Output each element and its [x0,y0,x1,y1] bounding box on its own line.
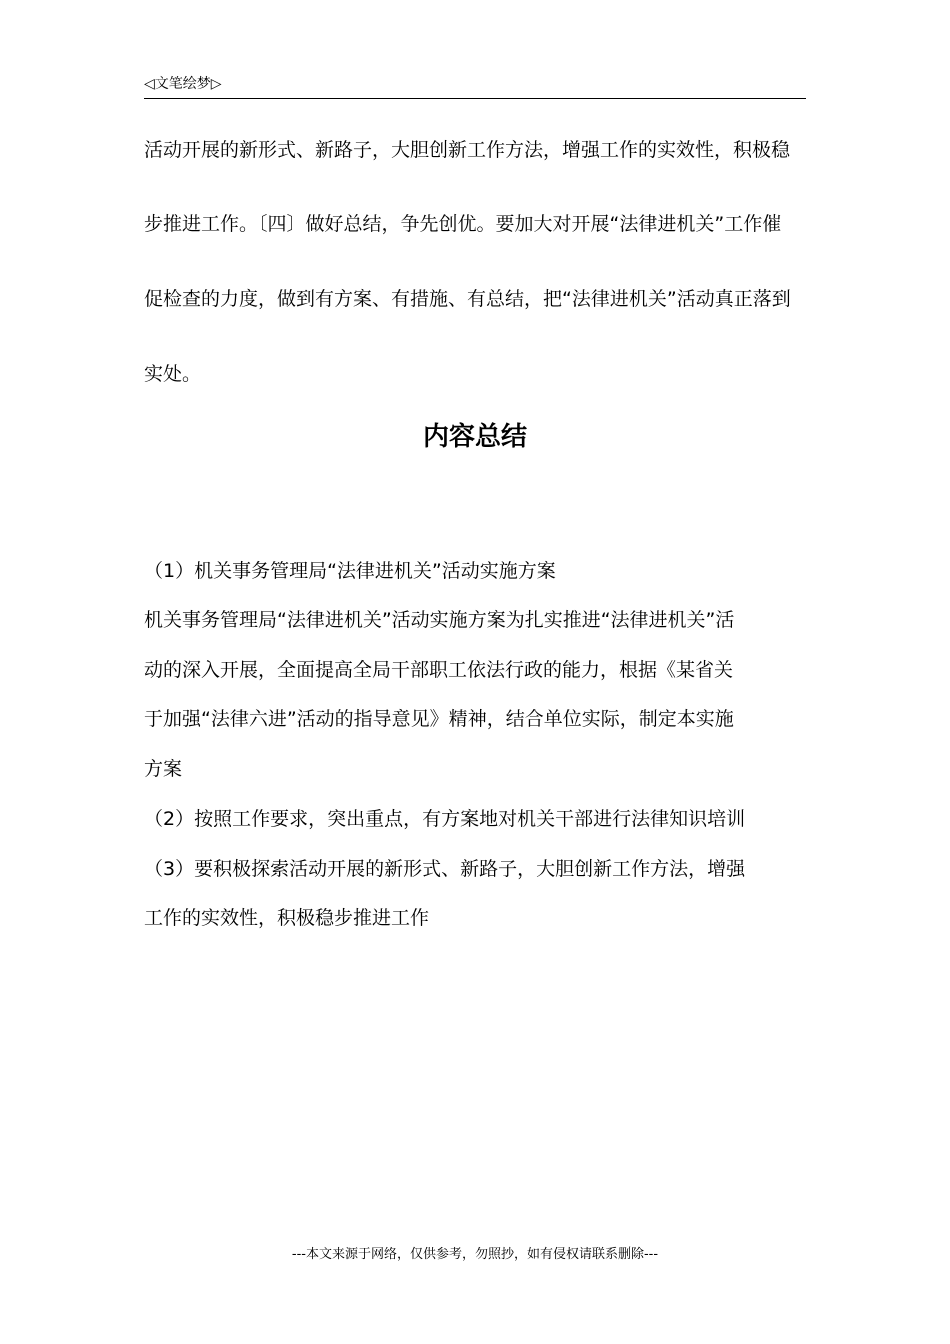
summary-line-5: 方案 [144,758,183,780]
body-line-4: 实处。 [144,363,202,385]
summary-line-1: （1）机关事务管理局“法律进机关”活动实施方案 [144,560,556,582]
summary-line-6: （2）按照工作要求，突出重点，有方案地对机关干部进行法律知识培训 [144,808,746,830]
summary-line-3: 动的深入开展，全面提高全局干部职工依法行政的能力，根据《某省关 [144,659,734,681]
summary-title: 内容总结 [422,422,527,452]
summary-line-7: （3）要积极探索活动开展的新形式、新路子，大胆创新工作方法，增强 [144,858,746,880]
body-line-3: 促检查的力度，做到有方案、有措施、有总结，把“法律进机关”活动真正落到 [144,288,791,310]
body-line-2: 步推进工作。〔四〕做好总结，争先创优。要加大对开展“法律进机关”工作催 [144,213,782,235]
body-line-1: 活动开展的新形式、新路子，大胆创新工作方法，增强工作的实效性，积极稳 [144,139,791,161]
summary-line-2: 机关事务管理局“法律进机关”活动实施方案为扎实推进“法律进机关”活 [144,609,735,631]
header-text: ◁文笔绘梦▷ [144,76,222,92]
summary-line-4: 于加强“法律六进”活动的指导意见》精神，结合单位实际，制定本实施 [144,708,734,730]
page-footer: ---本文来源于网络，仅供参考，勿照抄，如有侵权请联系删除--- [291,1247,659,1262]
summary-line-8: 工作的实效性，积极稳步推进工作 [144,907,430,929]
page-header [144,74,806,99]
